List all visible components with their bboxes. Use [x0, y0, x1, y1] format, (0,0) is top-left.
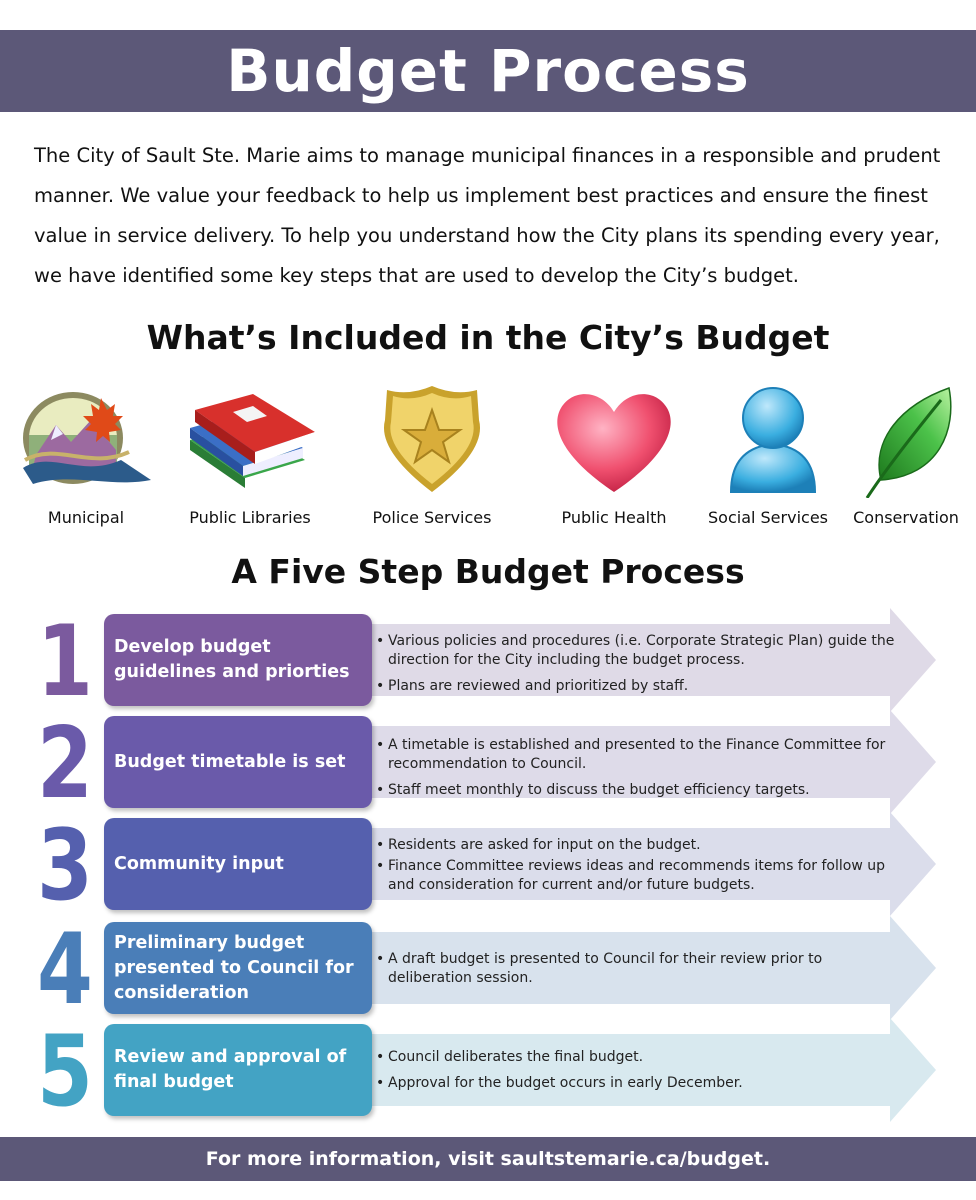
footer-bar [0, 1137, 976, 1181]
police-badge-icon [357, 380, 507, 498]
included-icons-row [0, 380, 976, 530]
step-bullet: • Various policies and procedures (i.e. Corporate Strategic Plan) guide the direction for the City including the budget process. [376, 632, 906, 670]
footer-link-text[interactable]: For more information, visit saultstemarie.ca/budget. [205, 1148, 771, 1170]
included-item-municipal [6, 380, 166, 530]
step-number: 1 [37, 605, 93, 719]
step-bullet: • Approval for the budget occurs in early December. [376, 1074, 906, 1093]
step-number: 5 [37, 1015, 93, 1129]
step-1 [0, 605, 976, 719]
step-number: 4 [37, 913, 93, 1027]
included-label-public-health: Public Health [561, 508, 667, 527]
step-bullet: • Residents are asked for input on the budget. [376, 836, 906, 855]
step-bullet: • Staff meet monthly to discuss the budget efficiency targets. [376, 781, 906, 800]
step-bullet: • Council deliberates the final budget. [376, 1048, 906, 1067]
intro-paragraph: The City of Sault Ste. Marie aims to manage municipal finances in a responsible and prudent manner. We value your feedback to help us implement best practices and ensure the finest value in service delivery. To help you understand how the City plans its spending every year, we have identified some key steps that are used to develop the City’s budget. [34, 144, 941, 287]
included-item-public-health [534, 380, 694, 530]
step-bullets [376, 736, 906, 807]
step-title-box [104, 818, 372, 910]
step-title: Budget timetable is set [114, 751, 346, 772]
included-label-conservation: Conservation [853, 508, 959, 527]
step-bullets [376, 632, 906, 703]
step-title-box [104, 716, 372, 808]
step-title: Develop budget guidelines and priorties [114, 637, 350, 682]
books-icon [175, 380, 325, 498]
step-bullet: • A draft budget is presented to Council for their review prior to deliberation session. [376, 950, 906, 988]
step-title: Review and approval of final budget [114, 1047, 347, 1092]
municipal-logo-icon [11, 380, 161, 498]
step-bullets [376, 950, 906, 995]
step-title-box [104, 614, 372, 706]
included-label-municipal: Municipal [47, 508, 125, 527]
step-4 [0, 913, 976, 1027]
step-number: 2 [37, 707, 93, 821]
step-3 [0, 809, 976, 923]
included-item-police-services [352, 380, 512, 530]
step-bullet: • Finance Committee reviews ideas and recommends items for follow up and consideration for current and/or future budgets. [376, 857, 906, 895]
step-bullets [376, 836, 906, 902]
person-icon [693, 380, 843, 498]
included-heading: What’s Included in the City’s Budget [146, 318, 830, 357]
step-bullet: • A timetable is established and presented to the Finance Committee for recommendation to Council. [376, 736, 906, 774]
process-heading: A Five Step Budget Process [231, 552, 745, 591]
leaf-icon [831, 380, 976, 498]
step-number: 3 [37, 809, 93, 923]
step-2 [0, 707, 976, 821]
step-title: Community input [114, 853, 284, 874]
page-title: Budget Process [226, 37, 750, 105]
title-banner [0, 30, 976, 112]
step-title-box [104, 1024, 372, 1116]
step-bullet: • Plans are reviewed and prioritized by staff. [376, 677, 906, 696]
step-5 [0, 1015, 976, 1129]
step-title: Preliminary budget presented to Council for consideration [114, 932, 354, 1003]
included-label-public-libraries: Public Libraries [189, 508, 311, 527]
step-bullets [376, 1048, 906, 1100]
included-item-conservation [826, 380, 976, 530]
step-title-box [104, 922, 372, 1014]
heart-icon [539, 380, 689, 498]
included-item-public-libraries [170, 380, 330, 530]
included-label-social-services: Social Services [708, 508, 828, 527]
included-label-police-services: Police Services [372, 508, 492, 527]
